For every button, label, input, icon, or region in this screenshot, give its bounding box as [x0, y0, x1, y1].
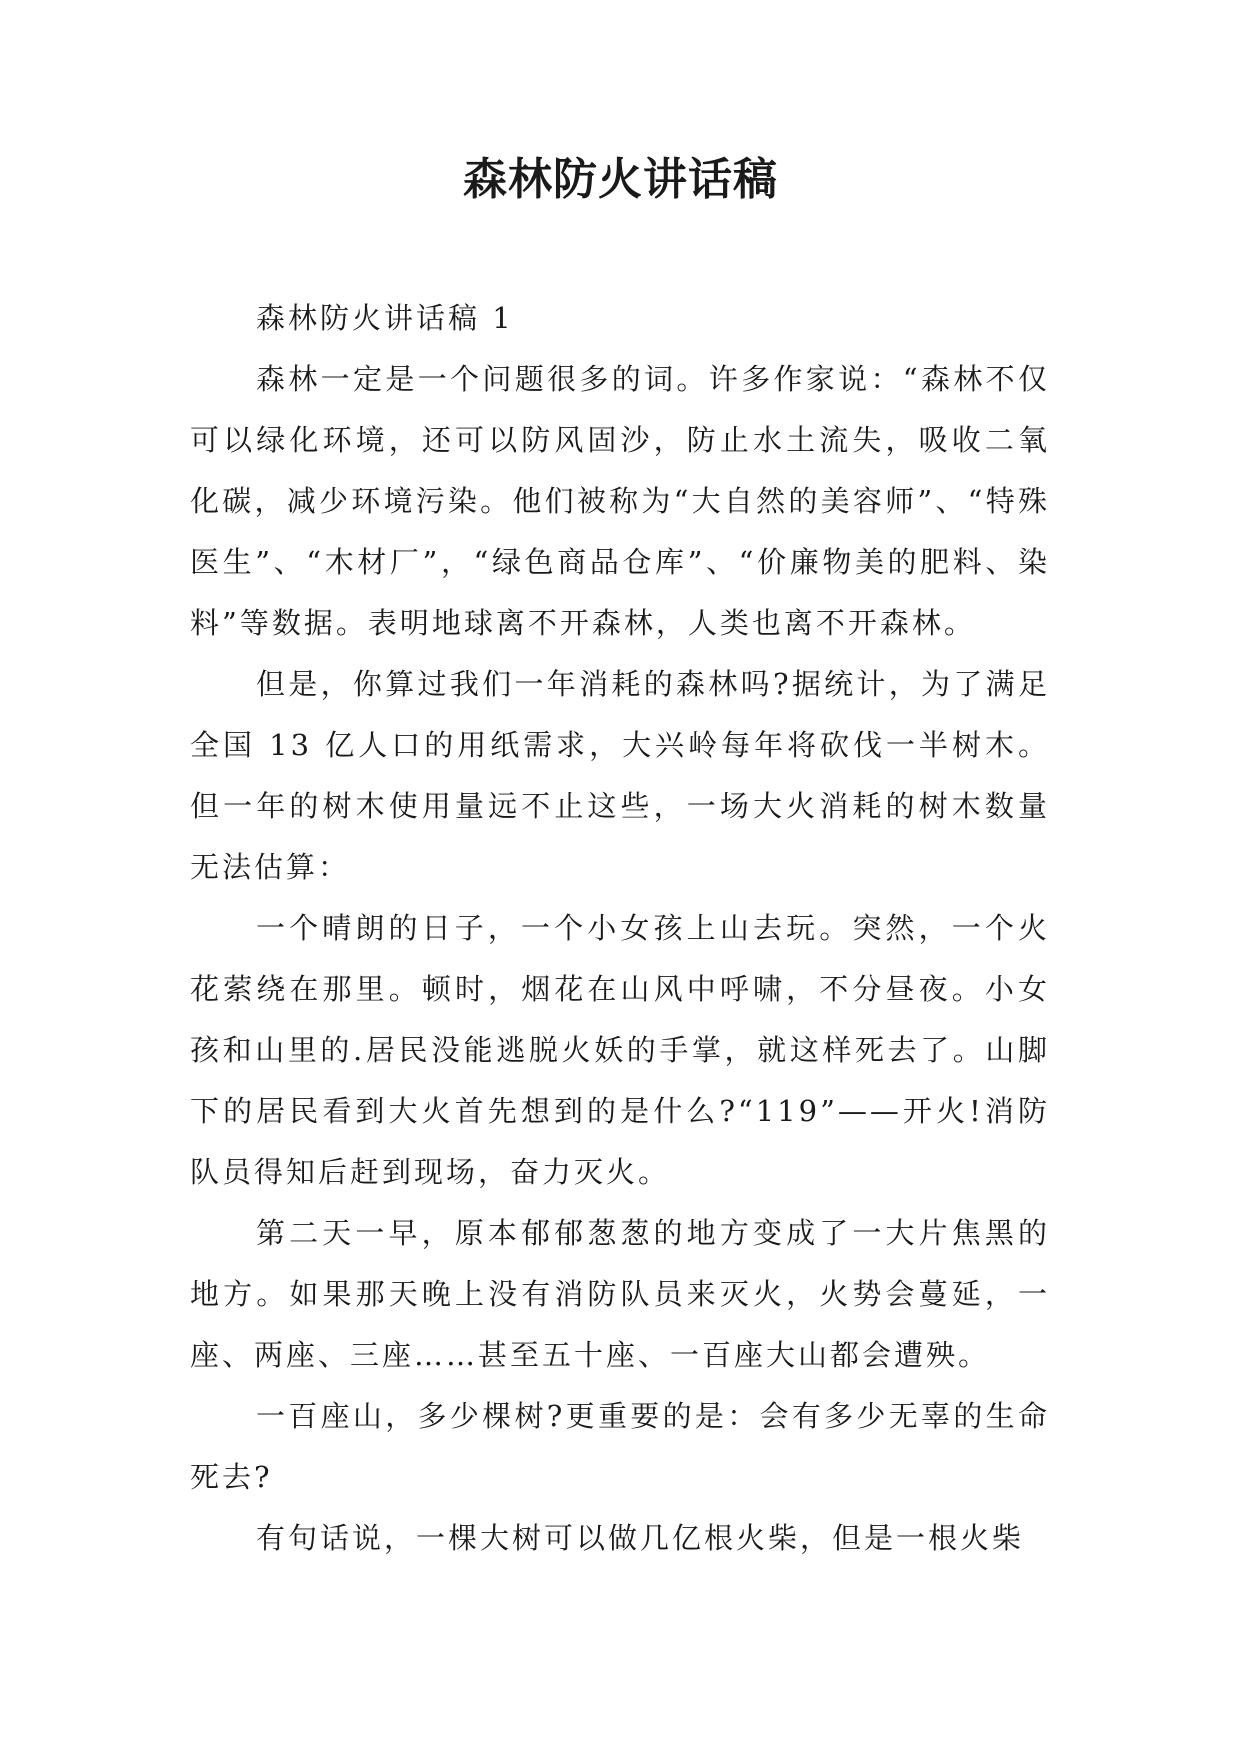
paragraph: 但是，你算过我们一年消耗的森林吗?据统计，为了满足全国 13 亿人口的用纸需求，大兴岭每年将砍伐一半树木。但一年的树木使用量远不止这些，一场大火消耗的树木数量无法估算：: [190, 667, 1050, 884]
paragraph: 第二天一早，原本郁郁葱葱的地方变成了一大片焦黑的地方。如果那天晚上没有消防队员来灭火，火势会蔓延，一座、两座、三座……甚至五十座、一百座大山都会遭殃。: [190, 1216, 1050, 1372]
paragraph: 一个晴朗的日子，一个小女孩上山去玩。突然，一个火花萦绕在那里。顿时，烟花在山风中呼啸，不分昼夜。小女孩和山里的.居民没能逃脱火妖的手掌，就这样死去了。山脚下的居民看到大火首先想到的是什么?“119”——开火!消防队员得知后赶到现场，奋力灭火。: [190, 911, 1050, 1189]
paragraph-heading: 森林防火讲话稿 1: [256, 301, 514, 335]
document-body: [190, 288, 1050, 1569]
document-title: 森林防火讲话稿: [463, 154, 778, 205]
paragraph: 有句话说，一棵大树可以做几亿根火柴，但是一根火柴: [256, 1521, 1025, 1555]
paragraph: 森林一定是一个问题很多的词。许多作家说：“森林不仅可以绿化环境，还可以防风固沙，防止水土流失，吸收二氧化碳，减少环境污染。他们被称为“大自然的美容师”、“特殊医生”、“木材厂”，“绿色商品仓库”、“价廉物美的肥料、染料”等数据。表明地球离不开森林，人类也离不开森林。: [190, 362, 1050, 640]
paragraph: 一百座山，多少棵树?更重要的是：会有多少无辜的生命死去?: [190, 1399, 1050, 1494]
